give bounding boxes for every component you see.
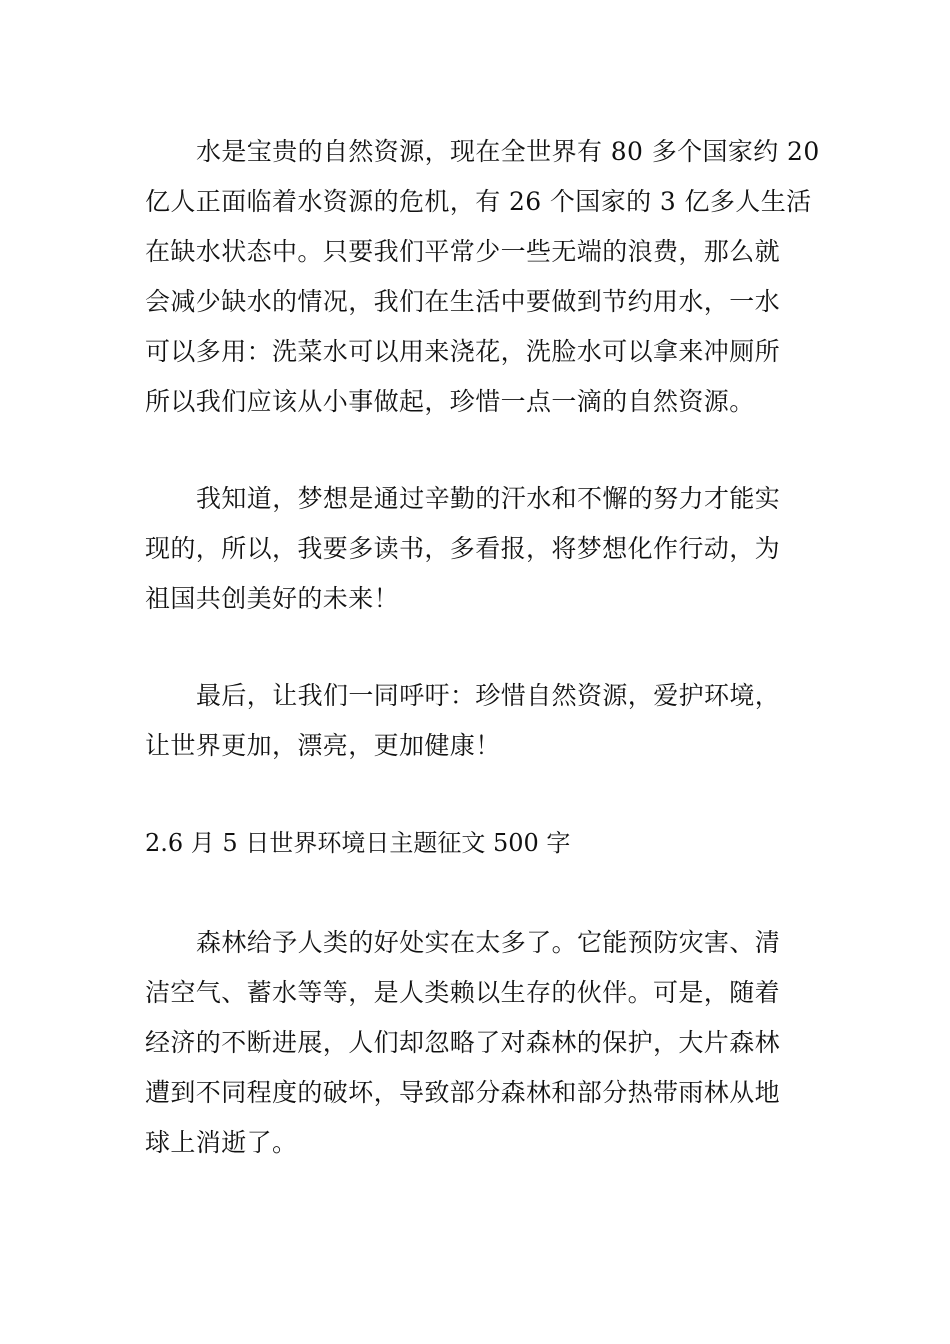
text-line: 亿人正面临着水资源的危机，有 26 个国家的 3 亿多人生活 (145, 187, 812, 216)
text-line: 遭到不同程度的破坏，导致部分森林和部分热带雨林从地 (145, 1078, 781, 1107)
text-line: 现的，所以，我要多读书，多看报，将梦想化作行动，为 (145, 534, 781, 563)
text-line: 洁空气、蓄水等等，是人类赖以生存的伙伴。可是，随着 (145, 978, 781, 1007)
text-line: 森林给予人类的好处实在太多了。它能预防灾害、清 (196, 928, 781, 957)
text-line: 经济的不断进展，人们却忽略了对森林的保护，大片森林 (145, 1028, 781, 1057)
text-line: 在缺水状态中。只要我们平常少一些无端的浪费，那么就 (145, 237, 781, 266)
text-line: 我知道，梦想是通过辛勤的汗水和不懈的努力才能实 (196, 484, 781, 513)
text-line: 让世界更加，漂亮，更加健康！ (145, 731, 501, 760)
text-line: 祖国共创美好的未来！ (145, 584, 400, 613)
text-line: 会减少缺水的情况，我们在生活中要做到节约用水，一水 (145, 287, 781, 316)
text-line: 可以多用：洗菜水可以用来浇花，洗脸水可以拿来冲厕所 (145, 337, 781, 366)
section-heading: 2.6 月 5 日世界环境日主题征文 500 字 (145, 829, 571, 857)
text-line: 球上消逝了。 (145, 1128, 298, 1157)
text-line: 所以我们应该从小事做起，珍惜一点一滴的自然资源。 (145, 387, 755, 416)
text-line: 最后，让我们一同呼吁：珍惜自然资源，爱护环境， (196, 681, 781, 710)
text-line: 水是宝贵的自然资源，现在全世界有 80 多个国家约 20 (196, 137, 820, 166)
